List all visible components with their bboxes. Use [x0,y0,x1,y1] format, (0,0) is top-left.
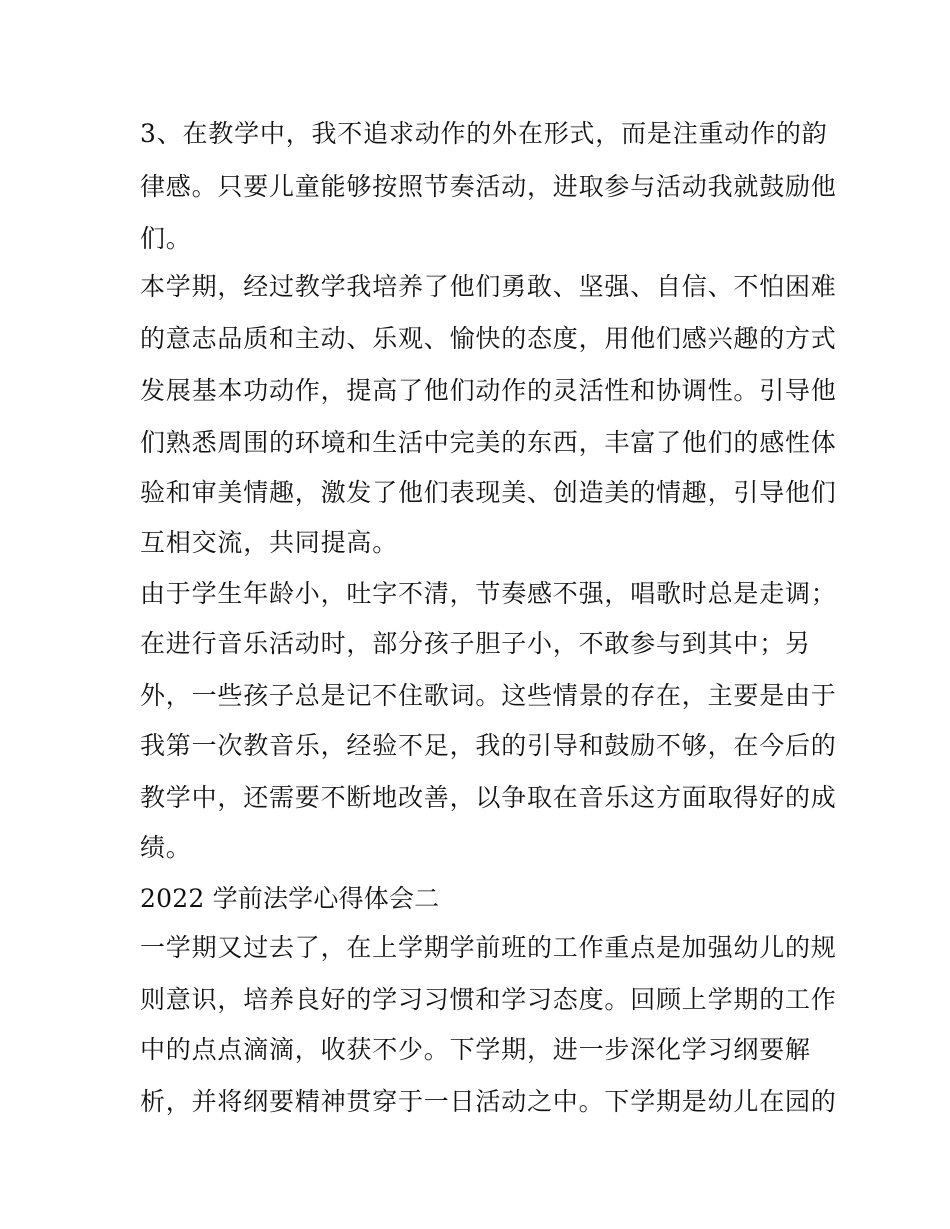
text-line: 3、在教学中，我不追求动作的外在形式，而是注重动作的韵 [140,119,828,148]
text-line: 们熟悉周围的环境和生活中完美的东西，丰富了他们的感性体 [140,428,837,457]
section-heading: 2022 学前法学心得体会二 [140,884,440,913]
text-line: 则意识，培养良好的学习习惯和学习态度。回顾上学期的工作 [140,985,837,1014]
text-line: 绩。 [140,833,192,862]
text-line: 一学期又过去了，在上学期学前班的工作重点是加强幼儿的规 [140,933,837,962]
text-line: 们。 [140,224,192,253]
text-line: 我第一次教音乐，经验不足，我的引导和鼓励不够，在今后的 [140,731,837,760]
text-line: 验和审美情趣，激发了他们表现美、创造美的情趣，引导他们 [140,478,837,507]
text-line: 由于学生年龄小，吐字不清，节奏感不强，唱歌时总是走调； [140,579,837,608]
text-line: 律感。只要儿童能够按照节奏活动，进取参与活动我就鼓励他 [140,172,837,201]
text-line: 析，并将纲要精神贯穿于一日活动之中。下学期是幼儿在园的 [140,1087,837,1116]
text-line: 教学中，还需要不断地改善，以争取在音乐这方面取得好的成 [140,783,837,812]
text-line: 发展基本功动作，提高了他们动作的灵活性和协调性。引导他 [140,376,837,405]
text-line: 的意志品质和主动、乐观、愉快的态度，用他们感兴趣的方式 [140,324,837,353]
text-line: 互相交流，共同提高。 [140,528,399,557]
text-line: 本学期，经过教学我培养了他们勇敢、坚强、自信、不怕困难 [140,272,837,301]
text-line: 在进行音乐活动时，部分孩子胆子小，不敢参与到其中；另 [140,629,811,658]
text-line: 外，一些孩子总是记不住歌词。这些情景的存在，主要是由于 [140,681,837,710]
text-line: 中的点点滴滴，收获不少。下学期，进一步深化学习纲要解 [140,1035,811,1064]
